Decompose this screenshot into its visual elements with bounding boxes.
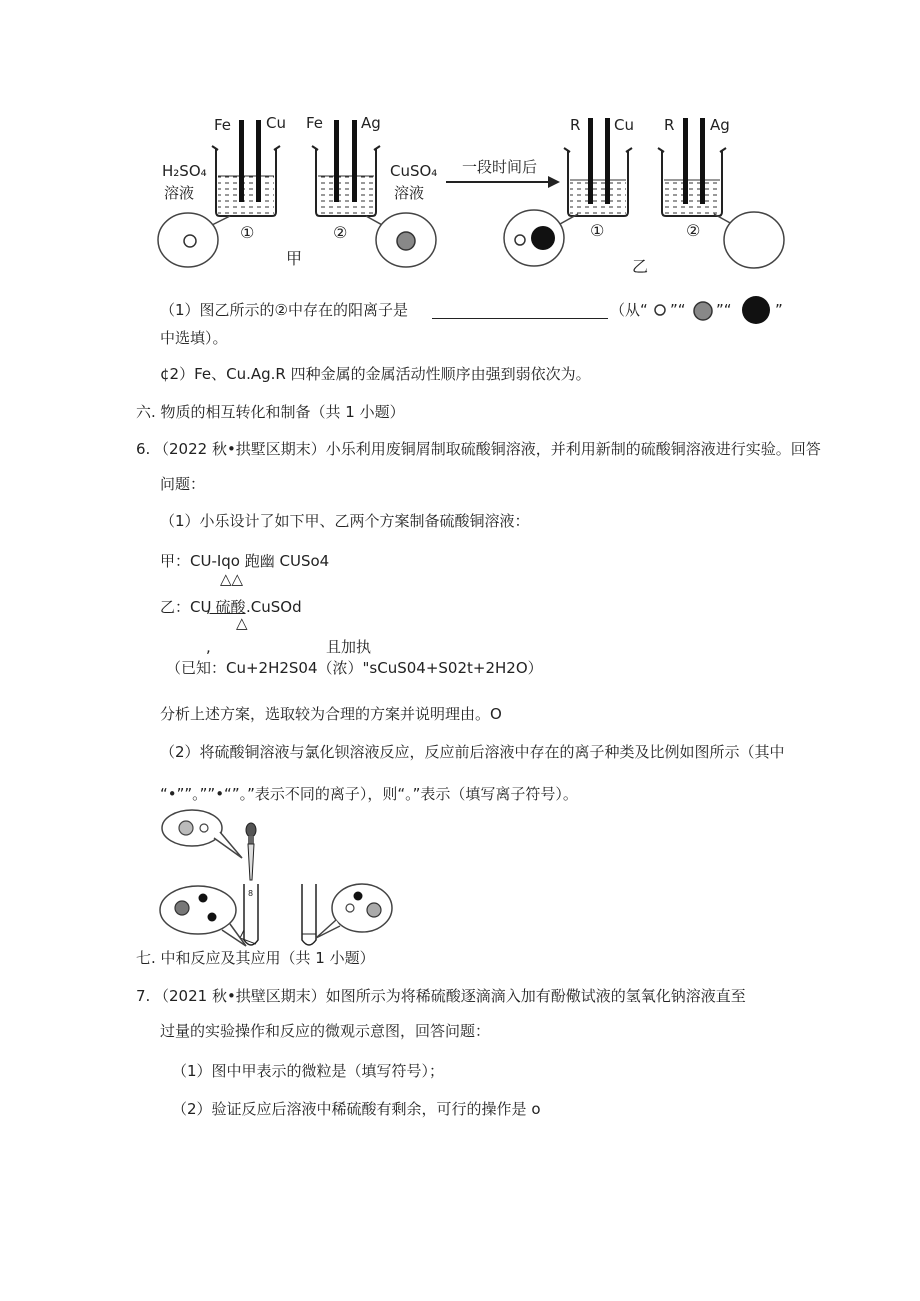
gray-ion-icon — [175, 901, 189, 915]
q6-plan-yi-c: .CuSOd — [246, 598, 302, 616]
q6-plan-jia: 甲：CU-Iqo 跑幽 CUSo4 — [160, 552, 330, 570]
ion-bubble-top — [162, 810, 242, 858]
white-ion-icon — [184, 235, 196, 247]
q7-part1: （1）图中甲表示的微粒是（填写符号）； — [172, 1062, 445, 1080]
beaker-number-3: ① — [590, 221, 605, 240]
black-ion-icon — [199, 894, 208, 903]
ion-bubble-before — [160, 886, 246, 946]
white-ion-icon — [200, 824, 208, 832]
q5-part1-suffix-d: ” — [775, 301, 783, 319]
svg-text:8: 8 — [248, 889, 254, 898]
white-ion-option-icon — [652, 302, 668, 318]
white-ion-icon — [515, 235, 525, 245]
q6-part1: （1）小乐设计了如下甲、乙两个方案制备硫酸铜溶液： — [160, 512, 530, 530]
q7-number: 7. — [136, 987, 151, 1005]
beaker-number-2: ② — [333, 223, 348, 242]
beaker-jia-2 — [312, 120, 380, 216]
ion-bubble-yi-2-empty — [714, 212, 784, 268]
black-ion-icon — [208, 913, 217, 922]
q5-part1-suffix-c: ”“ — [716, 301, 732, 319]
group-label-jia: 甲 — [286, 249, 303, 268]
q6-part2-line2: “•””。””•“”。”表示不同的离子），则“。”表示（填写离子符号）。 — [160, 785, 578, 803]
group-label-yi: 乙 — [632, 257, 649, 276]
label-h2so4: H₂SO₄ — [162, 162, 207, 180]
q6-number: 6. — [136, 440, 151, 458]
label-fe-2: Fe — [306, 114, 324, 132]
q6-plan-jia-marks: △△ — [220, 570, 244, 588]
time-arrow — [446, 176, 560, 188]
black-ion-option-icon — [740, 294, 772, 326]
label-ag-1: Ag — [361, 114, 381, 132]
label-ag-2: Ag — [710, 116, 730, 134]
q5-part1-line2: 中选填）。 — [160, 329, 228, 347]
q5-part1-suffix-a: （从“ — [610, 301, 648, 319]
ion-bubble-after — [316, 884, 392, 938]
q6-line2: 问题： — [160, 475, 206, 493]
gray-ion-icon — [179, 821, 193, 835]
q6-plan-yi-mark: △ — [236, 614, 248, 632]
q6-analysis: 分析上述方案，选取较为合理的方案并说明理由。O — [160, 705, 502, 723]
label-cuso4-solution: 溶液 — [394, 184, 425, 202]
beaker-figure — [0, 0, 920, 300]
label-r-1: R — [570, 116, 581, 134]
q5-part1-prefix: （1）图乙所示的②中存在的阳离子是 — [160, 301, 408, 319]
label-h2so4-solution: 溶液 — [164, 184, 195, 202]
section-7-heading: 七. 中和反应及其应用（共 1 小题） — [136, 949, 375, 967]
label-r-2: R — [664, 116, 675, 134]
black-ion-icon — [354, 892, 363, 901]
white-ion-icon — [346, 904, 354, 912]
q6-plan-yi-b: , 硫酸 — [206, 598, 246, 616]
section-6-heading: 六. 物质的相互转化和制备（共 1 小题） — [136, 403, 405, 421]
q6-heating-note: 且加执 — [326, 638, 372, 656]
label-cu-1: Cu — [266, 114, 286, 132]
ion-bubble-jia-2 — [366, 213, 436, 267]
gray-ion-option-icon — [692, 300, 714, 322]
q5-answer-blank[interactable] — [432, 318, 608, 319]
q6-known-equation: （已知：Cu+2H2S04（浓）"sCuS04+S02t+2H2O） — [166, 659, 543, 677]
gray-ion-icon — [397, 232, 415, 250]
label-cu-2: Cu — [614, 116, 634, 134]
black-ion-icon — [531, 226, 555, 250]
beaker-number-1: ① — [240, 223, 255, 242]
ion-bubble-jia-1 — [158, 213, 230, 267]
arrow-caption: 一段时间后 — [462, 158, 538, 176]
q6-comma: , — [206, 638, 211, 656]
beaker-jia-1 — [212, 120, 280, 216]
q7-line2: 过量的实验操作和反应的微观示意图，回答问题： — [160, 1022, 491, 1040]
q6-line1: （2022 秋•拱墅区期末）小乐利用废铜屑制取硫酸铜溶液，并利用新制的硫酸铜溶液进行实验。回答 — [154, 440, 821, 458]
ion-bubble-yi-1 — [504, 210, 578, 266]
q5-part1-suffix-b: ”“ — [670, 301, 686, 319]
q7-line1: （2021 秋•拱壁区期末）如图所示为将稀硫酸逐滴滴入加有酚儆试液的氢氧化钠溶液直至 — [154, 987, 746, 1005]
q6-plan-yi-a: 乙：CU — [160, 598, 212, 616]
test-tube-left — [240, 884, 258, 945]
q6-part2-line1: （2）将硫酸铜溶液与氯化钡溶液反应，反应前后溶液中存在的离子种类及比例如图所示（其中 — [160, 743, 785, 761]
striped-ion-icon — [367, 903, 381, 917]
test-tube-right — [302, 884, 316, 945]
reaction-figure — [0, 800, 920, 960]
q5-part2: ¢2）Fe、Cu.Ag.R 四种金属的金属活动性顺序由强到弱依次为。 — [160, 365, 591, 383]
dropper — [246, 823, 256, 880]
beaker-number-4: ② — [686, 221, 701, 240]
label-fe-1: Fe — [214, 116, 232, 134]
q7-part2: （2）验证反应后溶液中稀硫酸有剩余，可行的操作是 o — [172, 1100, 541, 1118]
label-cuso4: CuSO₄ — [390, 162, 438, 180]
